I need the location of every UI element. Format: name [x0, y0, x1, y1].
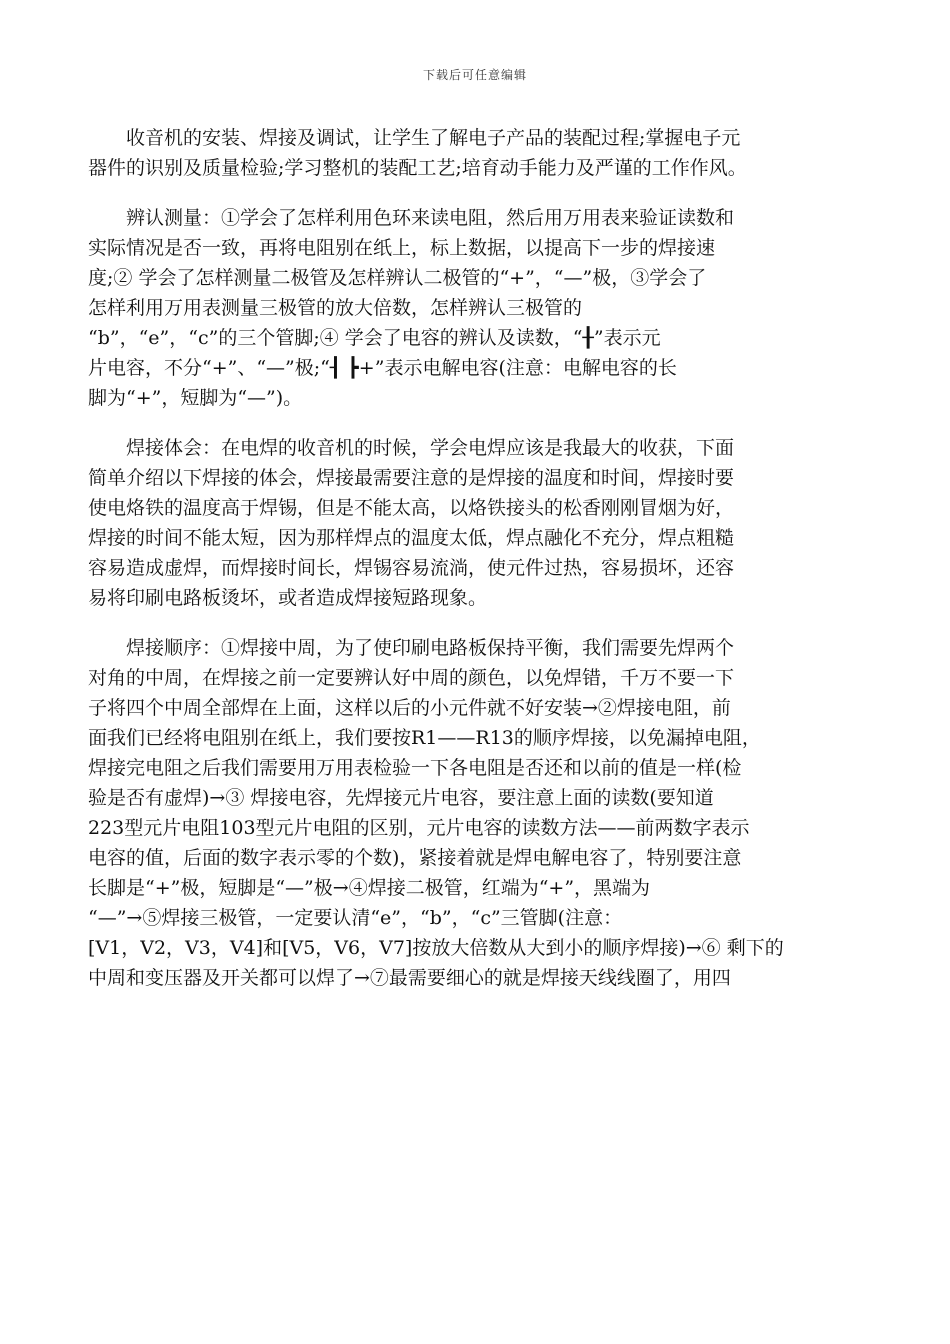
text-line: [V1，V2，V3，V4]和[V5，V6，V7]按放大倍数从大到小的顺序焊接)→⑥ 剩下的	[88, 937, 784, 959]
text-line: “b”，“e”，“c”的三个管脚;④ 学会了电容的辨认及读数，“╂”表示元	[88, 327, 661, 349]
text-line: 面我们已经将电阻别在纸上，我们要按R1——R13的顺序焊接，以免漏掉电阻，	[88, 727, 761, 749]
page-header: 下载后可任意编辑	[422, 68, 527, 82]
text-line: 焊接体会：在电焊的收音机的时候，学会电焊应该是我最大的收获，下面	[88, 437, 735, 459]
text-line: 对角的中周，在焊接之前一定要辨认好中周的颜色，以免焊错，千万不要一下	[88, 667, 735, 689]
text-line: 子将四个中周全部焊在上面，这样以后的小元件就不好安装→②焊接电阻，前	[88, 697, 731, 719]
text-line: 器件的识别及质量检验;学习整机的装配工艺;培育动手能力及严谨的工作作风。	[88, 157, 747, 179]
text-line: 脚为“+”，短脚为“—”)。	[88, 387, 303, 409]
text-line: 度;② 学会了怎样测量二极管及怎样辨认二极管的“+”，“—”极，③学会了	[88, 267, 707, 289]
paragraph-soldering-order	[88, 633, 858, 993]
text-line: 容易造成虚焊，而焊接时间长，焊锡容易流淌，使元件过热，容易损坏，还容	[88, 557, 735, 579]
text-line: 电容的值，后面的数字表示零的个数)，紧接着就是焊电解电容了，特别要注意	[88, 847, 742, 869]
paragraph-soldering-experience	[88, 433, 858, 613]
document-body	[88, 123, 858, 1013]
text-line: 实际情况是否一致，再将电阻别在纸上，标上数据，以提高下一步的焊接速	[88, 237, 716, 259]
text-line: 223型元片电阻103型元片电阻的区别，元片电容的读数方法——前两数字表示	[88, 817, 750, 839]
text-line: 使电烙铁的温度高于焊锡，但是不能太高，以烙铁接头的松香刚刚冒烟为好，	[88, 497, 735, 519]
text-line: “—”→⑤焊接三极管，一定要认清“e”，“b”，“c”三管脚(注意：	[88, 907, 623, 929]
paragraph-intro	[88, 123, 858, 183]
text-line: 长脚是“+”极，短脚是“—”极→④焊接二极管，红端为“+”，黑端为	[88, 877, 651, 899]
text-line: 焊接的时间不能太短，因为那样焊点的温度太低，焊点融化不充分，焊点粗糙	[88, 527, 735, 549]
text-line: 收音机的安装、焊接及调试，让学生了解电子产品的装配过程;掌握电子元	[88, 127, 741, 149]
text-line: 简单介绍以下焊接的体会，焊接最需要注意的是焊接的温度和时间，焊接时要	[88, 467, 735, 489]
paragraph-identification	[88, 203, 858, 413]
text-line: 中周和变压器及开关都可以焊了→⑦最需要细心的就是焊接天线线圈了，用四	[88, 967, 731, 989]
text-line: 焊接完电阻之后我们需要用万用表检验一下各电阻是否还和以前的值是一样(检	[88, 757, 742, 779]
text-line: 验是否有虚焊)→③ 焊接电容，先焊接元片电容，要注意上面的读数(要知道	[88, 787, 714, 809]
text-line: 焊接顺序：①焊接中周，为了使印刷电路板保持平衡，我们需要先焊两个	[88, 637, 735, 659]
text-line: 怎样利用万用表测量三极管的放大倍数，怎样辨认三极管的	[88, 297, 583, 319]
text-line: 易将印刷电路板烫坏，或者造成焊接短路现象。	[88, 587, 488, 609]
text-line: 片电容，不分“+”、“—”极;“┨ ┣+”表示电解电容(注意：电解电容的长	[88, 357, 677, 379]
text-line: 辨认测量：①学会了怎样利用色环来读电阻，然后用万用表来验证读数和	[88, 207, 735, 229]
